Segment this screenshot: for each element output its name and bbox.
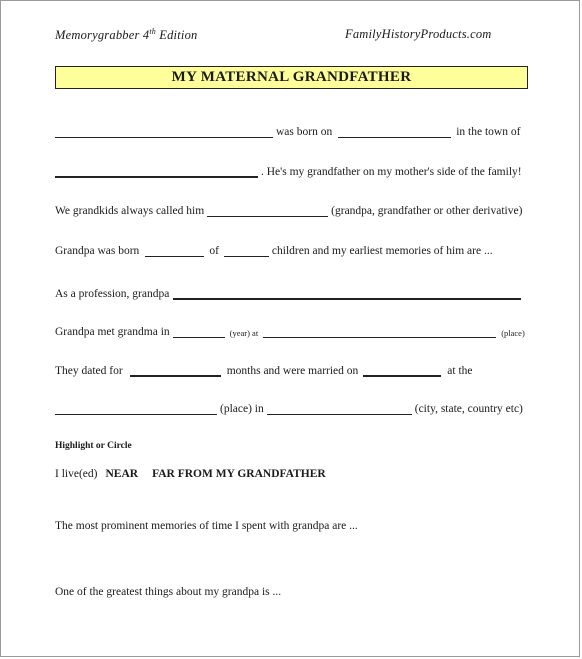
profession-line: As a profession, grandpa bbox=[55, 286, 559, 300]
memories-prompt: The most prominent memories of time I spent with grandpa are ... bbox=[55, 520, 358, 532]
dated-line: They dated for months and were married on at the bbox=[55, 365, 473, 377]
profession-blank[interactable] bbox=[173, 286, 521, 300]
book-title: Memorygrabber 4th Edition bbox=[55, 27, 198, 43]
children-count-blank[interactable] bbox=[224, 244, 269, 257]
met-place-blank[interactable] bbox=[263, 325, 496, 338]
born-line: was born on in the town of bbox=[55, 125, 559, 138]
page-title: MY MATERNAL GRANDFATHER bbox=[55, 66, 528, 89]
lived-line: I live(ed) NEAR FAR FROM MY GRANDFATHER bbox=[55, 468, 326, 480]
near-option[interactable]: NEAR bbox=[105, 468, 139, 480]
site-name: FamilyHistoryProducts.com bbox=[345, 27, 492, 41]
siblings-line: Grandpa was born of children and my earliest memories of him are ... bbox=[55, 245, 493, 257]
wedding-place-line: (place) in (city, state, country etc) bbox=[55, 402, 559, 415]
married-date-blank[interactable] bbox=[363, 363, 441, 377]
wedding-place-blank[interactable] bbox=[55, 402, 217, 415]
nickname-line: We grandkids always called him (grandpa, grandfather or other derivative) bbox=[55, 205, 523, 217]
birth-date-blank[interactable] bbox=[338, 125, 451, 138]
highlight-heading: Highlight or Circle bbox=[55, 441, 132, 451]
town-blank[interactable] bbox=[55, 164, 258, 178]
far-option[interactable]: FAR FROM MY GRANDFATHER bbox=[152, 468, 326, 480]
nickname-blank[interactable] bbox=[207, 204, 328, 217]
name-blank[interactable] bbox=[55, 125, 273, 138]
met-grandma-line: Grandpa met grandma in (year) at (place) bbox=[55, 326, 525, 338]
birth-order-blank[interactable] bbox=[145, 244, 204, 257]
dated-months-blank[interactable] bbox=[130, 363, 221, 377]
town-line: . He's my grandfather on my mother's side of the family! bbox=[55, 164, 559, 178]
greatest-prompt: One of the greatest things about my grandpa is ... bbox=[55, 586, 282, 598]
met-year-blank[interactable] bbox=[173, 325, 225, 338]
wedding-city-blank[interactable] bbox=[267, 402, 412, 415]
